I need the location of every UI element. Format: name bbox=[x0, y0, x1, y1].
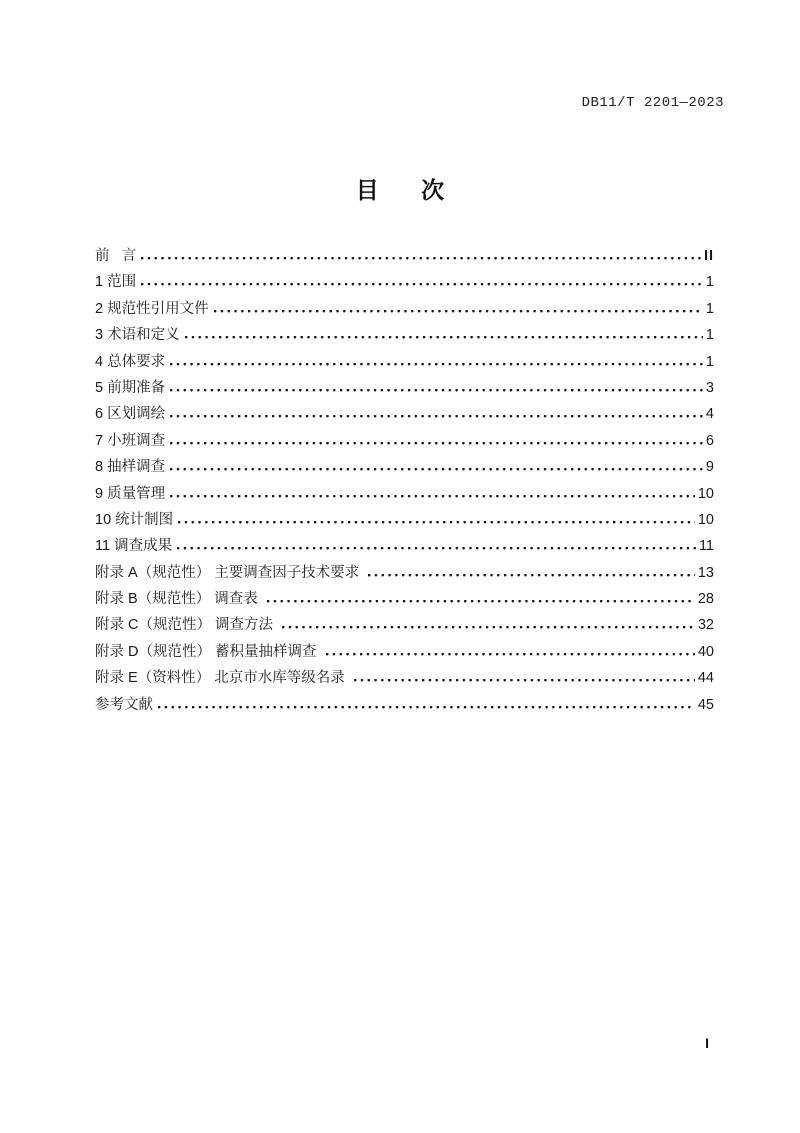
toc-entry-label: 1 范围 bbox=[95, 274, 137, 291]
toc-entry-label: 4 总体要求 bbox=[95, 353, 166, 370]
toc-entry-page: 28 bbox=[697, 591, 714, 608]
dot-leader bbox=[170, 459, 703, 471]
dot-leader bbox=[170, 406, 703, 418]
footer-page-number: I bbox=[705, 1035, 709, 1051]
toc-entry-statistics-mapping bbox=[95, 508, 714, 534]
dot-leader bbox=[141, 248, 701, 260]
toc-entry-terms-definitions bbox=[95, 323, 714, 349]
toc-entry-page: 1 bbox=[705, 300, 714, 317]
toc-entry-appendix-e bbox=[95, 666, 714, 692]
toc-entry-preparation bbox=[95, 376, 714, 402]
toc-entry-zoning-mapping bbox=[95, 402, 714, 428]
toc-entry-scope bbox=[95, 270, 714, 296]
toc-entry-label: 附录 C（规范性） 调查方法 bbox=[95, 617, 278, 634]
toc-list bbox=[95, 244, 714, 719]
toc-entry-appendix-d bbox=[95, 640, 714, 666]
toc-entry-appendix-b bbox=[95, 587, 714, 613]
toc-entry-quality-management bbox=[95, 482, 714, 508]
toc-entry-page: 4 bbox=[705, 406, 714, 423]
toc-entry-sampling-survey bbox=[95, 455, 714, 481]
toc-entry-label: 附录 D（规范性） 蓄积量抽样调查 bbox=[95, 643, 321, 660]
toc-entry-page: 32 bbox=[697, 617, 714, 634]
dot-leader bbox=[177, 538, 696, 550]
toc-entry-label: 2 规范性引用文件 bbox=[95, 300, 209, 317]
document-code: DB11/T 2201—2023 bbox=[581, 95, 724, 111]
toc-entry-label: 10 统计制图 bbox=[95, 511, 174, 528]
toc-entry-page: II bbox=[703, 248, 714, 264]
toc-entry-page: 13 bbox=[697, 564, 714, 581]
toc-entry-page: 1 bbox=[705, 353, 714, 370]
toc-entry-normative-references bbox=[95, 297, 714, 323]
toc-entry-general-requirements bbox=[95, 350, 714, 376]
toc-entry-label: 参考文献 bbox=[95, 696, 153, 713]
toc-entry-page: 11 bbox=[698, 538, 714, 555]
toc-entry-label: 6 区划调绘 bbox=[95, 406, 166, 423]
dot-leader bbox=[354, 670, 695, 682]
toc-entry-label: 11 调查成果 bbox=[95, 538, 173, 555]
dot-leader bbox=[170, 354, 703, 366]
dot-leader bbox=[282, 617, 695, 629]
toc-entry-label: 3 术语和定义 bbox=[95, 327, 180, 344]
toc-entry-label: 附录 A（规范性） 主要调查因子技术要求 bbox=[95, 564, 364, 581]
toc-entry-page: 1 bbox=[705, 274, 714, 291]
toc-entry-page: 45 bbox=[697, 696, 714, 713]
toc-entry-appendix-c bbox=[95, 613, 714, 639]
toc-entry-page: 3 bbox=[705, 379, 714, 396]
toc-entry-page: 9 bbox=[705, 459, 714, 476]
toc-entry-subcompartment-survey bbox=[95, 429, 714, 455]
toc-entry-references bbox=[95, 693, 714, 719]
toc-entry-label: 9 质量管理 bbox=[95, 485, 166, 502]
toc-entry-page: 44 bbox=[697, 670, 714, 687]
dot-leader bbox=[178, 512, 695, 524]
dot-leader bbox=[158, 697, 695, 709]
toc-entry-label: 8 抽样调查 bbox=[95, 459, 166, 476]
toc-entry-survey-results bbox=[95, 534, 714, 560]
page-title: 目 次 bbox=[355, 177, 445, 203]
dot-leader bbox=[326, 644, 695, 656]
toc-entry-page: 1 bbox=[705, 327, 714, 344]
dot-leader bbox=[141, 274, 703, 286]
dot-leader bbox=[170, 380, 703, 392]
dot-leader bbox=[214, 301, 703, 313]
toc-entry-page: 10 bbox=[697, 485, 714, 502]
toc-entry-label: 5 前期准备 bbox=[95, 379, 166, 396]
toc-entry-page: 6 bbox=[705, 432, 714, 449]
toc-entry-label: 前 言 bbox=[95, 248, 137, 264]
dot-leader bbox=[368, 565, 695, 577]
dot-leader bbox=[267, 591, 695, 603]
toc-entry-page: 10 bbox=[697, 511, 714, 528]
toc-entry-label: 附录 E（资料性） 北京市水库等级名录 bbox=[95, 670, 349, 687]
toc-entry-page: 40 bbox=[697, 643, 714, 660]
dot-leader bbox=[185, 327, 703, 339]
toc-entry-label: 7 小班调查 bbox=[95, 432, 166, 449]
toc-entry-foreword bbox=[95, 244, 714, 270]
toc-entry-appendix-a bbox=[95, 561, 714, 587]
toc-entry-label: 附录 B（规范性） 调查表 bbox=[95, 591, 262, 608]
dot-leader bbox=[170, 433, 703, 445]
dot-leader bbox=[170, 486, 695, 498]
